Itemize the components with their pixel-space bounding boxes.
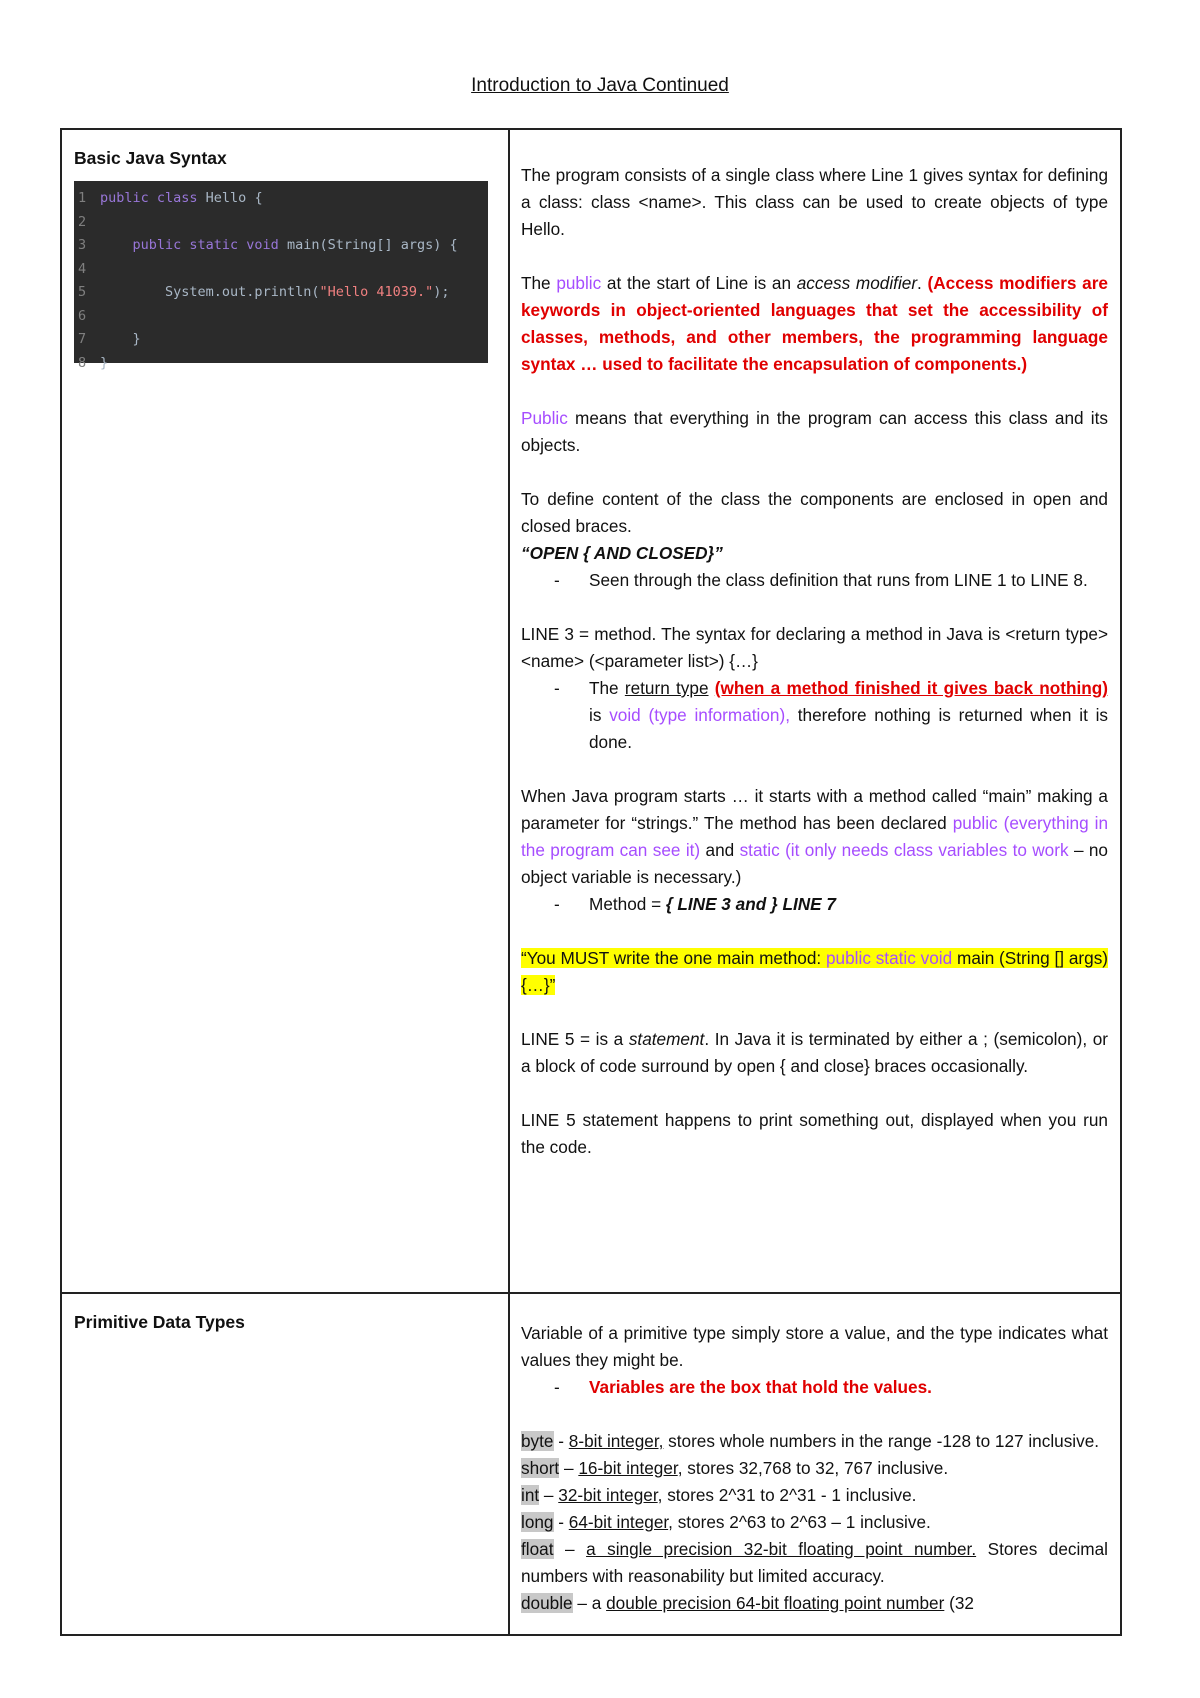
list-item: - Variables are the box that hold the values. <box>554 1377 932 1397</box>
highlighted-note: “You MUST write the one main method: public static void main (String [] args) {…}” <box>521 948 1109 995</box>
paragraph: LINE 3 = method. The syntax for declaring a method in Java is <return type> <name> (<parameter list>) {…} <box>521 624 1108 671</box>
right-cell <box>509 1293 1121 1635</box>
code-snippet <box>74 181 488 371</box>
code-line-4: 4 <box>78 260 87 277</box>
paragraph: The program consists of a single class where Line 1 gives syntax for defining a class: class <name>. This class can be used to create objects of type Hello. <box>521 165 1108 239</box>
code-line-3: 3 public static void main(String[] args) { <box>78 237 458 253</box>
code-line-1: 1 public class Hello { <box>78 190 263 206</box>
type-long: long - 64-bit integer, stores 2^63 to 2^63 – 1 inclusive. <box>521 1512 931 1532</box>
paragraph: When Java program starts … it starts with a method called “main” making a parameter for “strings.” The method has been declared public (everything in the program can see it) and static (it only needs class variables to work – no object variable is necessary.) <box>521 786 1108 887</box>
right-cell <box>509 129 1121 1293</box>
paragraph: LINE 5 = is a statement. In Java it is terminated by either a ; (semicolon), or a block of code surround by open { and close} braces occasionally. <box>521 1029 1109 1076</box>
type-double: double – a double precision 64-bit floating point number (32 <box>521 1593 974 1613</box>
list-item: - Seen through the class definition that runs from LINE 1 to LINE 8. <box>554 570 1088 590</box>
table-row-basic-java-syntax <box>61 129 1121 1293</box>
quote: “OPEN { AND CLOSED}” <box>521 543 723 563</box>
document-title: Introduction to Java Continued <box>471 75 729 96</box>
paragraph: Public means that everything in the program can access this class and its objects. <box>521 408 1108 455</box>
type-short: short – 16-bit integer, stores 32,768 to 32, 767 inclusive. <box>521 1458 949 1478</box>
paragraph: LINE 5 statement happens to print something out, displayed when you run the code. <box>521 1110 1108 1157</box>
left-cell <box>61 129 509 1293</box>
left-cell <box>61 1293 509 1635</box>
notes-table <box>60 128 1122 1636</box>
type-byte: byte - 8-bit integer, stores whole numbers in the range -128 to 127 inclusive. <box>521 1431 1100 1451</box>
list-item: - The return type (when a method finished it gives back nothing) is void (type information), therefore nothing is returned when it is done. <box>554 678 1109 752</box>
table-row-primitive-data-types <box>61 1293 1121 1635</box>
paragraph: To define content of the class the components are enclosed in open and closed braces. <box>521 489 1108 536</box>
section-heading: Basic Java Syntax <box>74 148 227 168</box>
code-line-7: 7 } <box>78 331 141 347</box>
paragraph: Variable of a primitive type simply store a value, and the type indicates what values they might be. <box>521 1323 1108 1370</box>
type-int: int – 32-bit integer, stores 2^31 to 2^31 - 1 inclusive. <box>521 1485 917 1505</box>
code-line-5: 5 System.out.println("Hello 41039."); <box>78 284 450 300</box>
code-line-8: 8 } <box>78 354 109 371</box>
type-float: float – a single precision 32-bit floating point number. Stores decimal numbers with reasonability but limited accuracy. <box>521 1539 1109 1586</box>
paragraph: The public at the start of Line is an access modifier. (Access modifiers are keywords in object-oriented languages that set the accessibility of classes, methods, and other members, the programming language syntax … used to facilitate the encapsulation of components.) <box>521 273 1108 374</box>
code-line-6: 6 <box>78 307 87 324</box>
list-item: - Method = { LINE 3 and } LINE 7 <box>554 894 836 914</box>
section-heading: Primitive Data Types <box>74 1312 245 1332</box>
code-line-2: 2 <box>78 213 87 230</box>
